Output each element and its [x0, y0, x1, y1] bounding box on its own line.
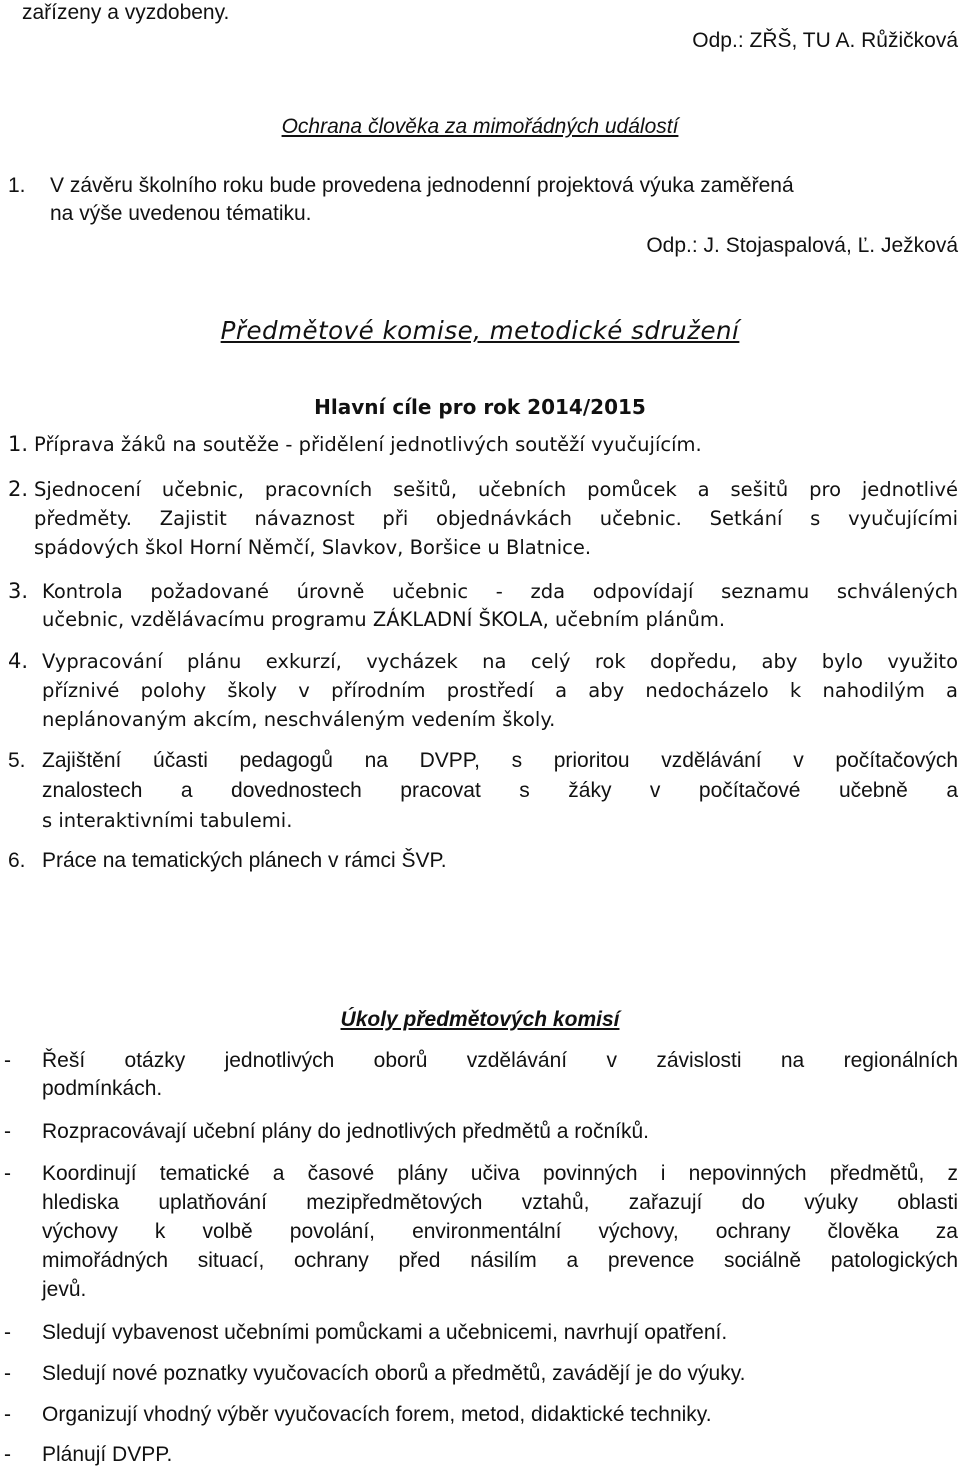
responsible-line: Odp.: ZŘŠ, TU A. Růžičková: [692, 29, 958, 52]
continuation-line: zařízeny a vyzdobeny.: [22, 1, 230, 24]
list-number: 2.: [8, 477, 29, 501]
list-number: 1.: [8, 174, 26, 197]
bullet-item-line: Organizují vhodný výběr vyučovacích forem, metod, didaktické techniky.: [42, 1403, 712, 1426]
list-number: 4.: [8, 649, 29, 673]
bullet-item-line: podmínkách.: [42, 1077, 163, 1100]
bullet-dash: -: [4, 1321, 11, 1344]
list-item-line: předměty. Zajistit návaznost při objednávkách učebnic. Setkání s vyučujícími: [34, 507, 958, 530]
bullet-item-line: mimořádných situací, ochrany před násilím a prevence sociálně patologických: [42, 1249, 958, 1272]
bullet-item-line: Sledují vybavenost učebními pomůckami a učebnicemi, navrhují opatření.: [42, 1321, 728, 1344]
list-item-line: spádových škol Horní Němčí, Slavkov, Boršice u Blatnice.: [34, 536, 592, 559]
list-item-line: V závěru školního roku bude provedena jednodenní projektová výuka zaměřená: [50, 174, 794, 197]
list-item-line: Zajištění účasti pedagogů na DVPP, s prioritou vzdělávání v počítačových: [42, 749, 958, 772]
bullet-item-line: hlediska uplatňování mezipředmětových vztahů, zařazují do výuky oblasti: [42, 1191, 958, 1214]
bullet-item-line: Řeší otázky jednotlivých oborů vzdělávání v závislosti na regionálních: [42, 1049, 958, 1072]
bullet-item-line: výchovy k volbě povolání, environmentální výchovy, ochrany člověka za: [42, 1220, 958, 1243]
bullet-item-line: Rozpracovávají učební plány do jednotlivých předmětů a ročníků.: [42, 1120, 650, 1143]
bullet-dash: -: [4, 1049, 11, 1072]
list-item-line: neplánovaným akcím, neschváleným vedením školy.: [42, 708, 556, 731]
list-item-line: učebnic, vzdělávacímu programu ZÁKLADNÍ ŠKOLA, učebním plánům.: [42, 608, 726, 631]
bullet-item-line: Koordinují tematické a časové plány učiva povinných i nepovinných předmětů, z: [42, 1162, 958, 1185]
list-item-line: příznivé polohy školy v přírodním prostředí a aby nedocházelo k nahodilým a: [42, 679, 958, 702]
bullet-item-line: Sledují nové poznatky vyučovacích oborů a předmětů, zavádějí je do výuky.: [42, 1362, 746, 1385]
list-item-line: Vypracování plánu exkurzí, vycházek na celý rok dopředu, aby bylo využito: [42, 650, 958, 673]
list-number: 3.: [8, 579, 29, 603]
bullet-dash: -: [4, 1443, 11, 1466]
responsible-line: Odp.: J. Stojaspalová, Ľ. Ježková: [646, 234, 958, 257]
bullet-item-line: Plánují DVPP.: [42, 1443, 173, 1466]
section-heading-ochrana: Ochrana člověka za mimořádných událostí: [281, 115, 679, 138]
section-heading-komise: Předmětové komise, metodické sdružení: [220, 316, 740, 345]
list-item-line: Práce na tematických plánech v rámci ŠVP.: [42, 849, 447, 872]
list-item-line: Kontrola požadované úrovně učebnic - zda odpovídají seznamu schválených: [42, 580, 958, 603]
list-number: 6.: [8, 849, 26, 872]
bullet-dash: -: [4, 1403, 11, 1426]
list-number: 1.: [8, 432, 29, 456]
bullet-dash: -: [4, 1162, 11, 1185]
list-item-line: s interaktivními tabulemi.: [42, 809, 293, 832]
section-heading-ukoly: Úkoly předmětových komisí: [340, 1008, 620, 1031]
list-number: 5.: [8, 749, 26, 772]
bullet-dash: -: [4, 1362, 11, 1385]
list-item-line: na výše uvedenou tématiku.: [50, 202, 312, 225]
bullet-dash: -: [4, 1120, 11, 1143]
list-item-line: znalostech a dovednostech pracovat s žáky v počítačové učebně a: [42, 779, 958, 802]
list-item-line: Příprava žáků na soutěže - přidělení jednotlivých soutěží vyučujícím.: [34, 433, 702, 456]
section-subheading: Hlavní cíle pro rok 2014/2015: [314, 395, 646, 419]
bullet-item-line: jevů.: [42, 1278, 87, 1301]
list-item-line: Sjednocení učebnic, pracovních sešitů, učebních pomůcek a sešitů pro jednotlivé: [34, 478, 958, 501]
